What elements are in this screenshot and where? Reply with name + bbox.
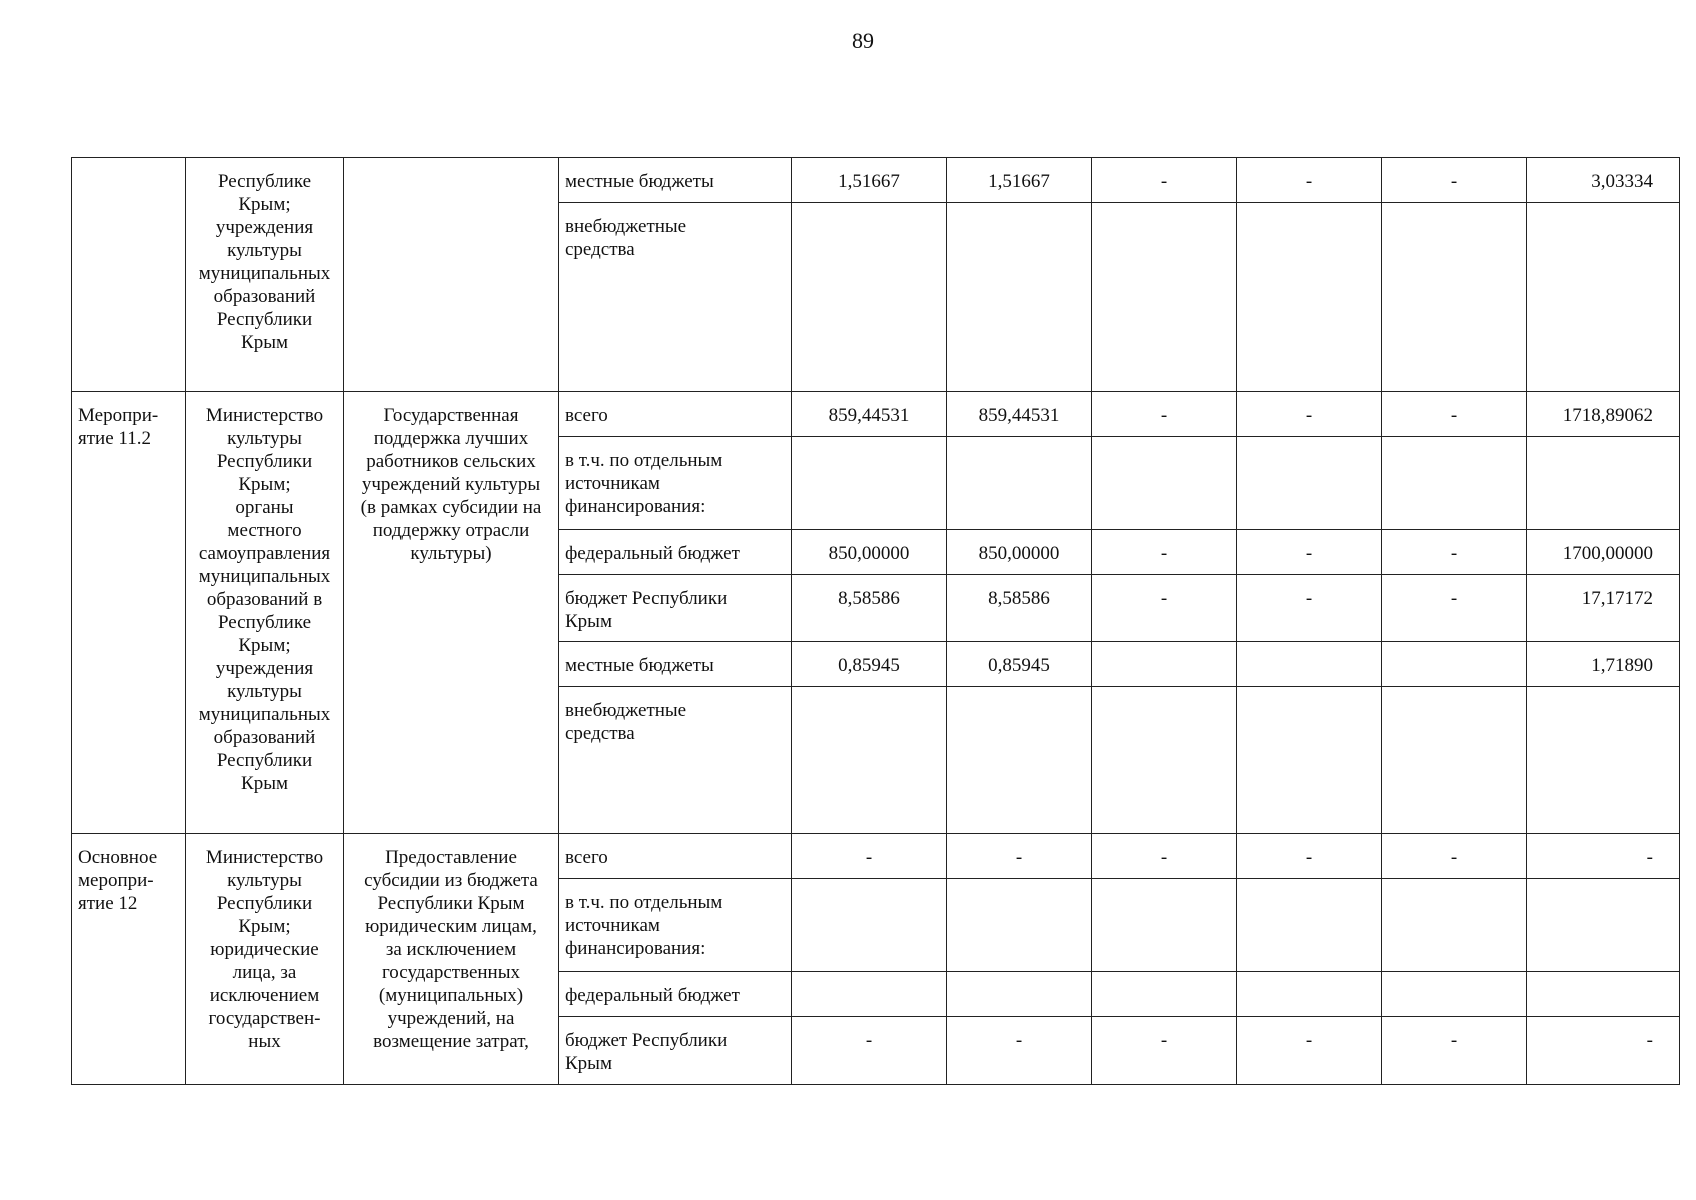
- value-cell-v2: -: [947, 1017, 1092, 1085]
- value-cell-v1: [792, 203, 947, 392]
- funding-source-cell: всего: [559, 834, 792, 879]
- value-cell-v1: -: [792, 834, 947, 879]
- total-cell: -: [1527, 1017, 1680, 1085]
- total-cell: [1527, 437, 1680, 530]
- value-cell-v4: [1237, 972, 1382, 1017]
- value-cell-v3: -: [1092, 392, 1237, 437]
- value-cell-v5: -: [1382, 1017, 1527, 1085]
- total-cell: 1700,00000: [1527, 530, 1680, 575]
- executors-cell: Республике Крым; учреждения культуры муниципальных образований Республики Крым: [186, 158, 344, 392]
- value-cell-v2: [947, 203, 1092, 392]
- value-cell-v2: 1,51667: [947, 158, 1092, 203]
- value-cell-v3: [1092, 972, 1237, 1017]
- value-cell-v1: 859,44531: [792, 392, 947, 437]
- value-cell-v5: -: [1382, 158, 1527, 203]
- value-cell-v5: -: [1382, 834, 1527, 879]
- value-cell-v5: [1382, 972, 1527, 1017]
- value-cell-v1: [792, 437, 947, 530]
- funding-source-cell: в т.ч. по отдельным источникам финансирования:: [559, 437, 792, 530]
- value-cell-v1: 0,85945: [792, 642, 947, 687]
- event-name-cell: Предоставление субсидии из бюджета Республики Крым юридическим лицам, за исключением государственных (муниципальных) учреждений, на возмещение затрат,: [344, 834, 559, 1085]
- event-cell: Основное меропри- ятие 12: [72, 834, 186, 1085]
- value-cell-v1: 1,51667: [792, 158, 947, 203]
- value-cell-v3: [1092, 642, 1237, 687]
- value-cell-v4: -: [1237, 158, 1382, 203]
- value-cell-v3: -: [1092, 1017, 1237, 1085]
- value-cell-v3: [1092, 687, 1237, 834]
- event-name-cell: [344, 158, 559, 392]
- event-name-cell: Государственная поддержка лучших работников сельских учреждений культуры (в рамках субсидии на поддержку отрасли культуры): [344, 392, 559, 834]
- value-cell-v5: [1382, 879, 1527, 972]
- value-cell-v2: 850,00000: [947, 530, 1092, 575]
- funding-source-cell: бюджет Республики Крым: [559, 575, 792, 642]
- table-row: [72, 158, 1680, 203]
- value-cell-v3: -: [1092, 158, 1237, 203]
- value-cell-v2: -: [947, 834, 1092, 879]
- funding-source-cell: федеральный бюджет: [559, 530, 792, 575]
- value-cell-v4: [1237, 687, 1382, 834]
- value-cell-v5: [1382, 687, 1527, 834]
- value-cell-v1: -: [792, 1017, 947, 1085]
- total-cell: 3,03334: [1527, 158, 1680, 203]
- total-cell: 1,71890: [1527, 642, 1680, 687]
- value-cell-v2: 8,58586: [947, 575, 1092, 642]
- value-cell-v4: -: [1237, 392, 1382, 437]
- value-cell-v2: [947, 687, 1092, 834]
- value-cell-v5: [1382, 203, 1527, 392]
- value-cell-v3: -: [1092, 530, 1237, 575]
- value-cell-v4: -: [1237, 575, 1382, 642]
- total-cell: [1527, 687, 1680, 834]
- event-cell: [72, 158, 186, 392]
- funding-source-cell: внебюджетные средства: [559, 687, 792, 834]
- total-cell: [1527, 972, 1680, 1017]
- value-cell-v2: 859,44531: [947, 392, 1092, 437]
- funding-source-cell: всего: [559, 392, 792, 437]
- value-cell-v3: [1092, 437, 1237, 530]
- event-cell: Меропри- ятие 11.2: [72, 392, 186, 834]
- value-cell-v1: [792, 972, 947, 1017]
- value-cell-v3: -: [1092, 834, 1237, 879]
- value-cell-v4: -: [1237, 1017, 1382, 1085]
- total-cell: 1718,89062: [1527, 392, 1680, 437]
- value-cell-v2: 0,85945: [947, 642, 1092, 687]
- total-cell: -: [1527, 834, 1680, 879]
- value-cell-v5: [1382, 642, 1527, 687]
- total-cell: [1527, 203, 1680, 392]
- page-number: 89: [852, 28, 874, 53]
- table-row: [72, 392, 1680, 437]
- table-row: [72, 834, 1680, 879]
- value-cell-v3: [1092, 879, 1237, 972]
- value-cell-v4: [1237, 437, 1382, 530]
- value-cell-v4: [1237, 203, 1382, 392]
- budget-table: [71, 157, 1680, 1085]
- value-cell-v1: [792, 879, 947, 972]
- funding-source-cell: в т.ч. по отдельным источникам финансирования:: [559, 879, 792, 972]
- value-cell-v4: -: [1237, 834, 1382, 879]
- value-cell-v4: [1237, 879, 1382, 972]
- funding-source-cell: местные бюджеты: [559, 158, 792, 203]
- funding-source-cell: бюджет Республики Крым: [559, 1017, 792, 1085]
- funding-source-cell: внебюджетные средства: [559, 203, 792, 392]
- value-cell-v2: [947, 879, 1092, 972]
- value-cell-v5: -: [1382, 530, 1527, 575]
- total-cell: [1527, 879, 1680, 972]
- value-cell-v3: -: [1092, 575, 1237, 642]
- total-cell: 17,17172: [1527, 575, 1680, 642]
- value-cell-v3: [1092, 203, 1237, 392]
- value-cell-v2: [947, 437, 1092, 530]
- executors-cell: Министерство культуры Республики Крым; органы местного самоуправления муниципальных образований в Республике Крым; учреждения культуры муниципальных образований Республики Крым: [186, 392, 344, 834]
- executors-cell: Министерство культуры Республики Крым; юридические лица, за исключением государствен- ных: [186, 834, 344, 1085]
- value-cell-v4: [1237, 642, 1382, 687]
- value-cell-v4: -: [1237, 530, 1382, 575]
- value-cell-v2: [947, 972, 1092, 1017]
- budget-table-body: [72, 158, 1680, 1085]
- value-cell-v5: [1382, 437, 1527, 530]
- value-cell-v5: -: [1382, 392, 1527, 437]
- value-cell-v1: [792, 687, 947, 834]
- value-cell-v1: 850,00000: [792, 530, 947, 575]
- value-cell-v5: -: [1382, 575, 1527, 642]
- value-cell-v1: 8,58586: [792, 575, 947, 642]
- funding-source-cell: федеральный бюджет: [559, 972, 792, 1017]
- funding-source-cell: местные бюджеты: [559, 642, 792, 687]
